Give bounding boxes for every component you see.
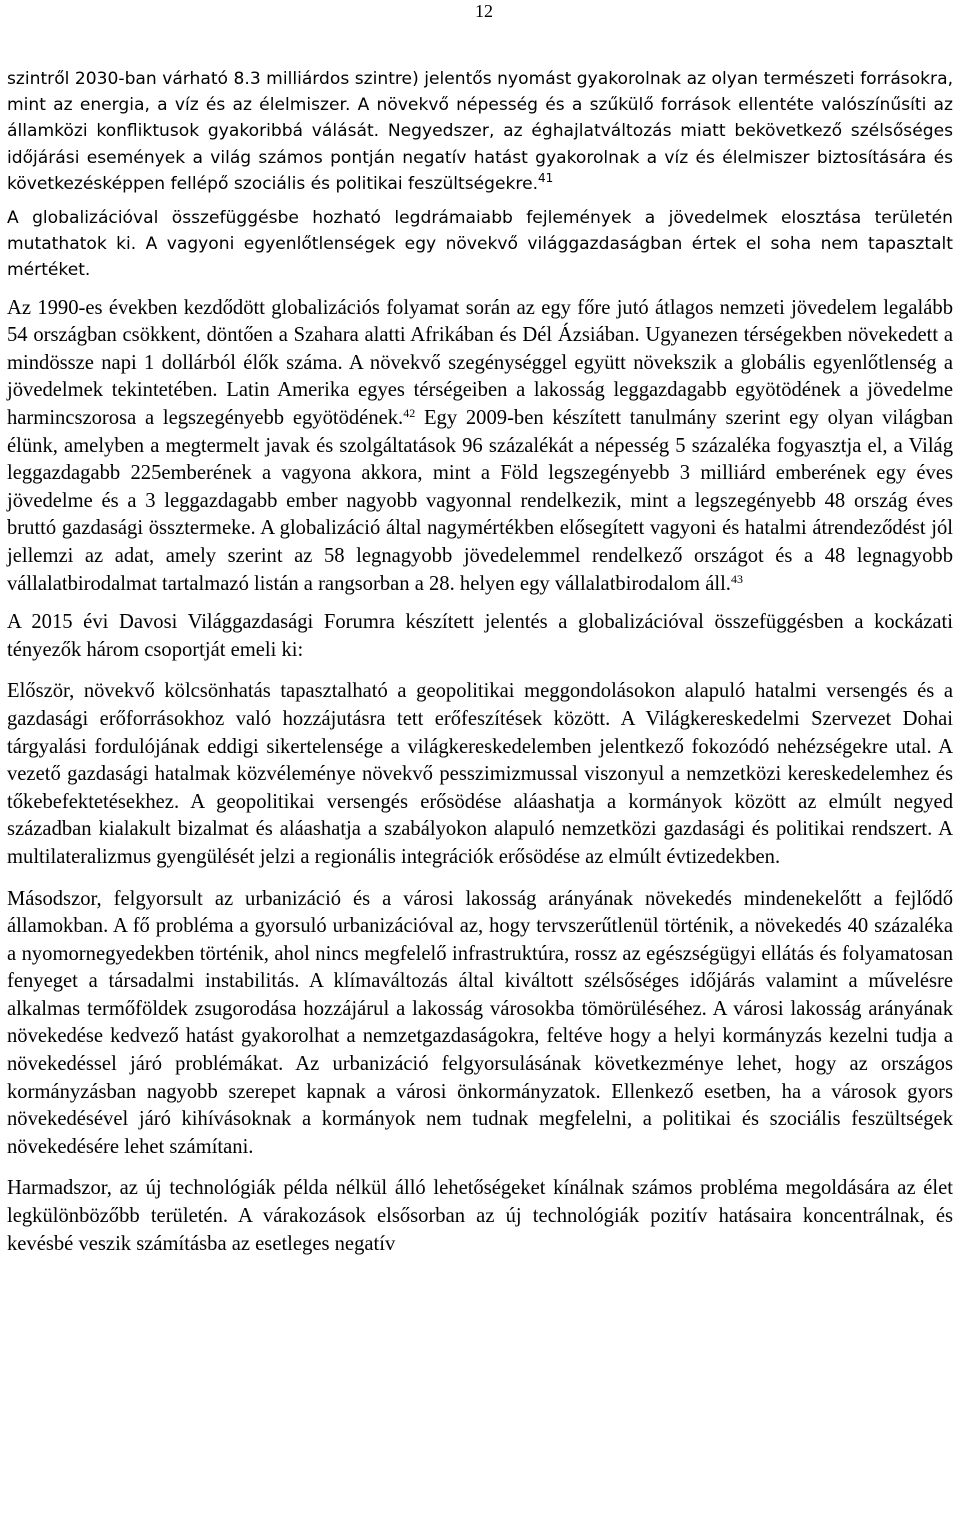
paragraph-1 <box>7 66 953 197</box>
paragraph-6 <box>7 886 953 1162</box>
paragraph-6-text: Másodszor, felgyorsult az urbanizáció és a városi lakosság arányának növekedés mindenekelőtt a fejlődő államokban. A fő probléma a gyorsuló urbanizációval az, hogy tervszerűtlenül történik, a növekedés 40 százaléka a nyomornegyedekben történik, ahol nincs megfelelő infrastruktúra, rossz az egészségügyi ellátás és folyamatosan fenyeget a társadalmi instabilitás. A klímaváltozás által kiváltott szélsőséges időjárás valamint a művelésre alkalmas termőföldek zsugorodása hozzájárul a lakosság városokba tömörüléséhez. A városi lakosság arányának növekedése kedvező hatást gyakorolhat a nemzetgazdaságokra, feltéve hogy a helyi kormányzás kezelni tudja a növekedéssel járó problémákat. Az urbanizáció felgyorsulásának következménye lehet, hogy az országos kormányzásban nagyobb szerepet kapnak a városi önkormányzatok. Ellenkező esetben, ha a városok gyors növekedésével járó kihívásoknak a kormányok nem tudnak megfelelni, a politikai és szociális feszültségek növekedésére lehet számítani. <box>7 887 953 1158</box>
paragraph-5-text: Először, növekvő kölcsönhatás tapasztalható a geopolitikai meggondolásokon alapuló hatalmi versengés és a gazdasági erőforrásokhoz való hozzájutásra tett erőfeszítések között. A Világkereskedelmi Szervezet Dohai tárgyalási fordulójának eddigi sikertelensége a világkereskedelemben jelentkező fokozódó nehézségekre utal. A vezető gazdasági hatalmak közvéleménye növekvő pesszimizmussal viszonyul a nemzetközi kereskedelemhez és tőkebefektetésekhez. A geopolitikai versengés erősödése aláashatja a kormányok között az elmúlt negyed században kialakult bizalmat és aláashatja a szabályokon alapuló nemzetközi gazdasági és politikai rendszert. A multilateralizmus gyengülését jelzi a regionális integrációk erősödése az elmúlt évtizedekben. <box>7 680 953 868</box>
paragraph-5 <box>7 678 953 871</box>
sans-section <box>7 66 953 284</box>
footnote-ref-43[interactable]: 43 <box>730 571 743 586</box>
paragraph-2 <box>7 205 953 284</box>
paragraph-3-text-a: Az 1990-es években kezdődött globalizációs folyamat során az egy főre jutó átlagos nemzeti jövedelem legalább 54 országban csökkent, döntően a Szahara alatti Afrikában és Dél Ázsiában. Ugyanezen térségekben növekedett a mindössze napi 1 dollárból élők száma. A növekvő szegénységgel együtt növekszik a globális egyenlőtlenség a jövedelmek tekintetében. Latin Amerika egyes térségeiben a lakosság leggazdagabb egyötödének a jövedelme harmincszorosa a legszegényebb egyötödének. <box>7 296 953 429</box>
paragraph-2-text: A globalizációval összefüggésbe hozható legdrámaiabb fejlemények a jövedelmek elosztása területén mutathatok ki. A vagyoni egyenlőtlenségek egy növekvő világgazdaságban értek el soha nem tapasztalt mértéket. <box>7 208 953 281</box>
paragraph-1-text: szintről 2030-ban várható 8.3 milliárdos szintre) jelentős nyomást gyakorolnak az olyan természeti forrásokra, mint az energia, a víz és az élelmiszer. A növekvő népesség és a szűkülő források ellentéte valószínűsíti az államközi konfliktusok gyakoribbá válását. Negyedszer, az éghajlatváltozás miatt bekövetkező szélsőséges időjárási események a világ számos pontján negatív hatást gyakorolnak a víz és élelmiszer biztosítására és következésképpen fellépő szociális és politikai feszültségekre. <box>7 69 953 194</box>
serif-section <box>7 295 953 1259</box>
document-body <box>7 66 953 1258</box>
footnote-ref-42[interactable]: 42 <box>403 406 416 420</box>
paragraph-3-text-b: Egy 2009-ben készített tanulmány szerint egy olyan világban élünk, amelyben a megtermelt javak és szolgáltatások 96 százalékát a népesség 5 százaléka fogyasztja el, a Világ leggazdagabb 225emberének a vagyona akkora, mint a Föld legszegényebb 3 milliárd emberének egy éves jövedelme és a 3 leggazdagabb ember nagyobb vagyonnal rendelkezik, mint a legszegényebb 48 ország éves bruttó gazdasági össztermeke. A globalizáció által nagymértékben elősegített vagyoni és hatalmi átrendeződést jól jellemzi az adat, amely szerint az 58 legnagyobb jövedelemmel rendelkező országot és a 48 legnagyobb vállalatbirodalmat tartalmazó listán a rangsorban a 28. helyen egy vállalatbirodalom áll. <box>7 407 953 595</box>
paragraph-7-text: Harmadszor, az új technológiák példa nélkül álló lehetőségeket kínálnak számos probléma megoldására az élet legkülönbözőbb területén. A várakozások elsősorban az új technológiák pozitív hatásaira koncentrálnak, és kevésbé veszik számításba az esetleges negatív <box>7 1177 953 1255</box>
paragraph-3 <box>7 295 953 599</box>
paragraph-4 <box>7 609 953 664</box>
footnote-ref-41[interactable]: 41 <box>538 170 554 185</box>
page-number: 12 <box>475 1 493 21</box>
paragraph-4-text: A 2015 évi Davosi Világgazdasági Forumra készített jelentés a globalizációval összefüggésben a kockázati tényezők három csoportját emeli ki: <box>7 611 953 661</box>
paragraph-7 <box>7 1175 953 1258</box>
